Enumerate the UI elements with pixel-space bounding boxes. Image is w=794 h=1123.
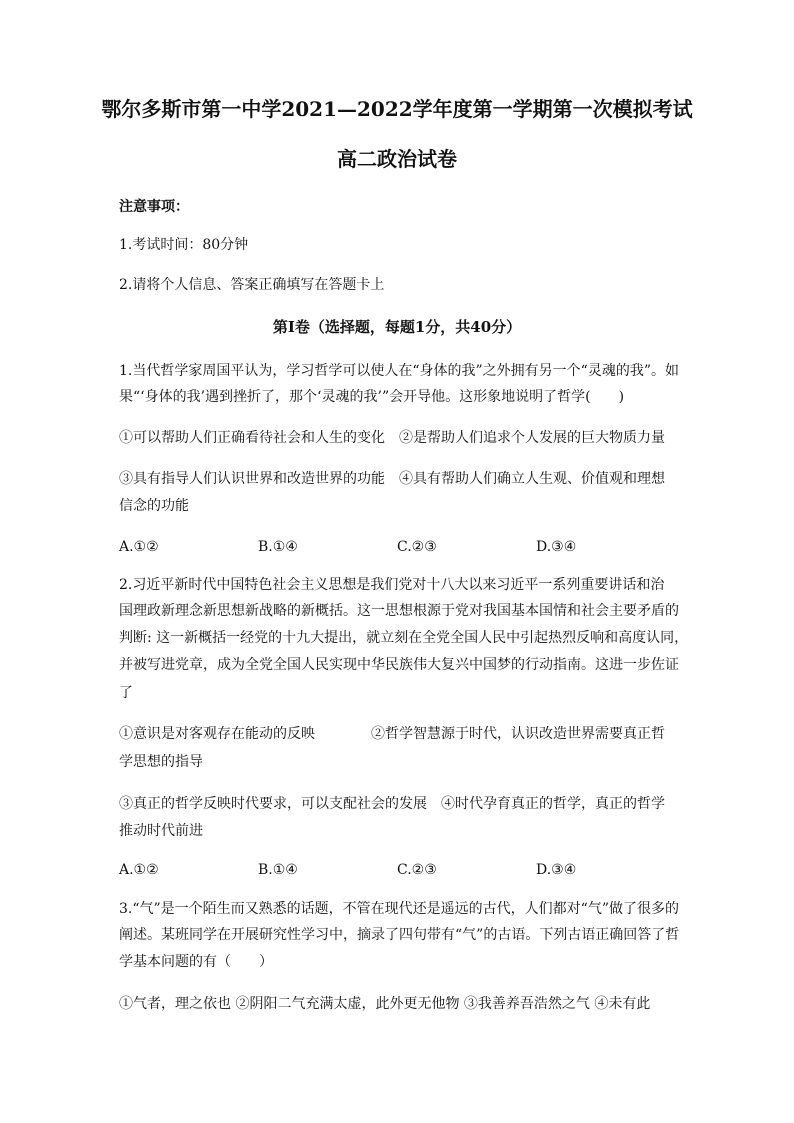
q3-stem-line: 学基本问题的有（ ） [119, 954, 273, 970]
q2-statement-line: ③真正的哲学反映时代要求，可以支配社会的发展 ④时代孕育真正的哲学，真正的哲学 [119, 796, 665, 812]
exam-title: 鄂尔多斯市第一中学2021—2022学年度第一学期第一次模拟考试 [101, 97, 693, 121]
q2-statement-line: 学思想的指导 [119, 754, 203, 770]
q1-stem-line: 果“‘身体的我’遇到挫折了，那个‘灵魂的我’”会开导他。这形象地说明了哲学( ) [119, 389, 625, 405]
q1-statement-line: ③具有指导人们认识世界和改造世界的功能 ④具有帮助人们确立人生观、价值观和理想 [119, 471, 665, 487]
exam-subtitle: 高二政治试卷 [337, 147, 457, 171]
q3-statement-line: ①气者，理之依也 ②阴阳二气充满太虚，此外更无他物 ③我善养吾浩然之气 ④未有此 [119, 996, 651, 1012]
q2-option-b: B.①④ [258, 862, 298, 878]
q1-option-b: B.①④ [258, 539, 298, 555]
q2-statement-line: ①意识是对客观存在能动的反映 ②哲学智慧源于时代，认识改造世界需要真正哲 [119, 726, 665, 742]
q2-stem-line: 并被写进党章，成为全党全国人民实现中华民族伟大复兴中国梦的行动指南。这进一步佐证 [119, 657, 679, 673]
q1-statement-line: ①可以帮助人们正确看待社会和人生的变化 ②是帮助人们追求个人发展的巨大物质力量 [119, 430, 665, 446]
q2-stem-line: 了 [119, 685, 133, 701]
q1-option-d: D.③④ [536, 539, 577, 555]
q1-stem-line: 1.当代哲学家周国平认为，学习哲学可以使人在“身体的我”之外拥有另一个“灵魂的我”。如 [119, 363, 679, 379]
q2-stem-line: 2.习近平新时代中国特色社会主义思想是我们党对十八大以来习近平一系列重要讲话和治 [119, 577, 665, 593]
q3-stem-line: 阐述。某班同学在开展研究性学习中，摘录了四句带有“气”的古语。下列古语正确回答了哲 [119, 927, 680, 943]
note-item: 2.请将个人信息、答案正确填写在答题卡上 [119, 277, 385, 293]
q2-statement-line: 推动时代前进 [119, 823, 203, 839]
q2-stem-line: 国理政新理念新思想新战略的新概括。这一思想根源于党对我国基本国情和社会主要矛盾的 [119, 603, 679, 619]
notes-heading: 注意事项： [119, 199, 189, 215]
q1-option-a: A.①② [119, 539, 159, 555]
q2-option-a: A.①② [119, 862, 159, 878]
section-title: 第Ⅰ卷（选择题，每题1分，共40分） [272, 318, 522, 336]
note-item: 1.考试时间：80分钟 [119, 237, 249, 253]
q3-stem-line: 3.“气”是一个陌生而又熟悉的话题，不管在现代还是遥远的古代，人们都对“气”做了很多的 [119, 901, 679, 917]
q2-option-d: D.③④ [536, 862, 577, 878]
q1-option-c: C.②③ [397, 539, 437, 555]
q1-statement-line: 信念的功能 [119, 498, 189, 514]
q2-option-c: C.②③ [397, 862, 437, 878]
q2-stem-line: 判断: 这一新概括一经党的十九大提出，就立刻在全党全国人民中引起热烈反响和高度认同， [119, 630, 689, 646]
